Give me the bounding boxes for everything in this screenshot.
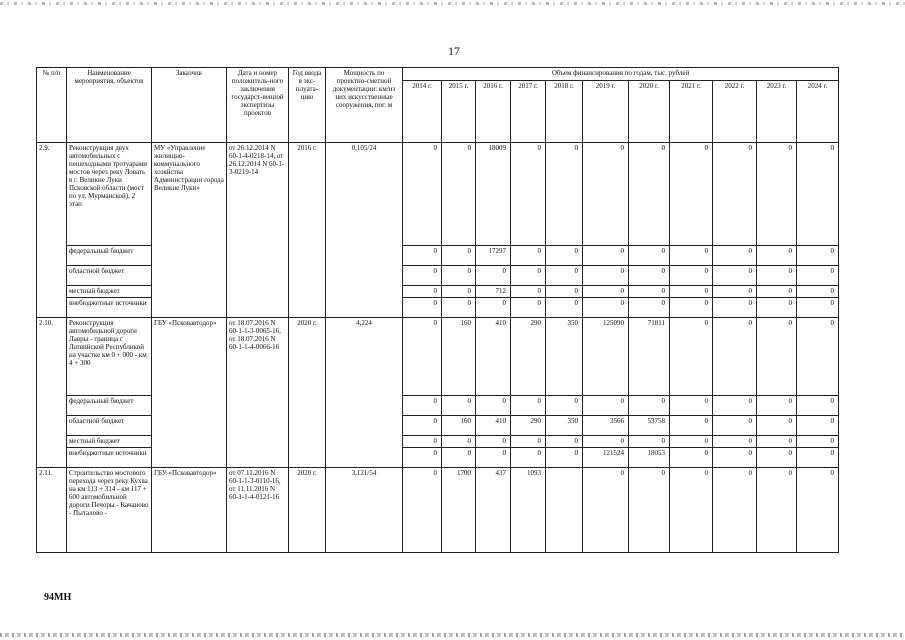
value-cell: 0 — [403, 286, 442, 298]
value-cell: 0 — [670, 298, 713, 318]
col-header-year: Год ввода в экс-плуата-цию — [289, 68, 326, 143]
value-cell: 0 — [797, 286, 839, 298]
total-cell: 0 — [757, 318, 797, 396]
total-cell: 0 — [713, 318, 757, 396]
source-label: областной бюджет — [67, 416, 152, 436]
total-cell: 160 — [442, 318, 476, 396]
total-cell: 1700 — [442, 468, 476, 553]
value-cell: 0 — [511, 246, 546, 266]
total-cell: 125090 — [583, 318, 629, 396]
total-cell: 410 — [476, 318, 511, 396]
project-capacity: 0,105/24 — [326, 143, 403, 318]
total-cell: 0 — [670, 143, 713, 246]
col-header-year-2014: 2014 г. — [403, 81, 442, 143]
value-cell: 0 — [629, 286, 670, 298]
value-cell: 18053 — [629, 448, 670, 468]
value-cell: 0 — [476, 396, 511, 416]
value-cell: 0 — [713, 298, 757, 318]
value-cell: 17297 — [476, 246, 511, 266]
source-label: местный бюджет — [67, 286, 152, 298]
value-cell: 0 — [442, 396, 476, 416]
value-cell: 0 — [629, 436, 670, 448]
project-capacity: 3,121/54 — [326, 468, 403, 553]
value-cell: 0 — [546, 396, 583, 416]
value-cell: 0 — [546, 298, 583, 318]
value-cell: 0 — [442, 448, 476, 468]
value-cell: 0 — [476, 448, 511, 468]
source-label: областной бюджет — [67, 266, 152, 286]
project-name: Реконструкция двух автомобильных с пешеходными тротуарами мостов через реку Ловать в г. Великие Луки Псковской области (мост по ул. Мурманской), 2 этап — [67, 143, 152, 246]
value-cell: 0 — [757, 266, 797, 286]
project-customer: ГБУ «Псковавтодор» — [152, 318, 227, 468]
project-customer: ГБУ «Псковавтодор» — [152, 468, 227, 553]
total-cell: 0 — [670, 468, 713, 553]
total-cell: 0 — [629, 143, 670, 246]
value-cell: 0 — [442, 298, 476, 318]
source-label: внебюджетные источники — [67, 298, 152, 318]
total-cell — [546, 468, 583, 553]
project-expertise: от 26.12.2014 N 60-1-4-0218-14, от 26.12.2014 N 60-1-3-0219-14 — [227, 143, 289, 318]
value-cell: 0 — [546, 436, 583, 448]
page-number: 17 — [448, 44, 460, 58]
project-year: 2020 г. — [289, 468, 326, 553]
total-cell: 0 — [583, 143, 629, 246]
value-cell: 0 — [757, 246, 797, 266]
total-cell: 1093 — [511, 468, 546, 553]
value-cell: 0 — [583, 246, 629, 266]
value-cell: 0 — [583, 286, 629, 298]
total-cell: 0 — [629, 468, 670, 553]
source-label: федеральный бюджет — [67, 246, 152, 266]
total-cell: 0 — [403, 468, 442, 553]
value-cell: 0 — [713, 416, 757, 436]
value-cell: 0 — [511, 436, 546, 448]
value-cell: 0 — [511, 266, 546, 286]
value-cell: 0 — [511, 396, 546, 416]
funding-table — [36, 67, 839, 553]
project-name: Строительство мостового перехода через реку Кухва на км 113 + 314 - км 117 + 600 автомобильной дороги Печоры - Качаново - Пыталово - — [67, 468, 152, 553]
value-cell: 53758 — [629, 416, 670, 436]
table-row — [37, 318, 839, 396]
value-cell: 121524 — [583, 448, 629, 468]
value-cell: 160 — [442, 416, 476, 436]
value-cell: 0 — [670, 416, 713, 436]
col-header-year-2017: 2017 г. — [511, 81, 546, 143]
total-cell: 0 — [757, 468, 797, 553]
total-cell: 437 — [476, 468, 511, 553]
project-number: 2.10. — [37, 318, 67, 468]
value-cell: 0 — [476, 298, 511, 318]
value-cell: 0 — [546, 286, 583, 298]
value-cell: 0 — [713, 266, 757, 286]
project-expertise: от 18.07.2016 N 60-1-1-3-0065-16, от 18.07.2016 N 60-1-1-4-0066-16 — [227, 318, 289, 468]
total-cell: 0 — [403, 318, 442, 396]
value-cell: 0 — [797, 396, 839, 416]
project-number: 2.9. — [37, 143, 67, 318]
project-year: 2020 г. — [289, 318, 326, 468]
total-cell: 0 — [797, 143, 839, 246]
value-cell: 0 — [403, 416, 442, 436]
value-cell: 0 — [442, 436, 476, 448]
value-cell: 0 — [583, 266, 629, 286]
value-cell: 0 — [629, 298, 670, 318]
value-cell: 0 — [629, 266, 670, 286]
total-cell: 71811 — [629, 318, 670, 396]
value-cell: 0 — [403, 246, 442, 266]
col-header-name: Наименование мероприятия, объектов — [67, 68, 152, 143]
total-cell: 18009 — [476, 143, 511, 246]
project-name: Реконструкция автомобильной дороги Лавры - граница с Латвийской Республикой на участке км 0 + 000 - км 4 + 300 — [67, 318, 152, 396]
value-cell: 0 — [403, 298, 442, 318]
col-header-no: № п/п — [37, 68, 67, 143]
total-cell: 0 — [797, 468, 839, 553]
col-header-year-2019: 2019 г. — [583, 81, 629, 143]
value-cell: 0 — [670, 286, 713, 298]
value-cell: 0 — [713, 448, 757, 468]
value-cell: 0 — [629, 396, 670, 416]
scan-noise-top — [0, 2, 905, 5]
value-cell: 0 — [583, 396, 629, 416]
value-cell: 0 — [757, 286, 797, 298]
total-cell: 0 — [403, 143, 442, 246]
value-cell: 350 — [546, 416, 583, 436]
value-cell: 0 — [670, 246, 713, 266]
value-cell: 0 — [403, 448, 442, 468]
value-cell: 0 — [476, 266, 511, 286]
project-number: 2.11. — [37, 468, 67, 553]
col-header-year-2022: 2022 г. — [713, 81, 757, 143]
col-header-year-2015: 2015 г. — [442, 81, 476, 143]
value-cell: 0 — [670, 396, 713, 416]
project-year: 2016 г. — [289, 143, 326, 318]
col-header-year-2021: 2021 г. — [670, 81, 713, 143]
value-cell: 0 — [670, 448, 713, 468]
value-cell: 712 — [476, 286, 511, 298]
value-cell: 0 — [797, 436, 839, 448]
total-cell: 350 — [546, 318, 583, 396]
table-row — [37, 143, 839, 246]
total-cell: 0 — [511, 143, 546, 246]
value-cell: 0 — [511, 286, 546, 298]
source-label: внебюджетные источники — [67, 448, 152, 468]
value-cell: 0 — [546, 448, 583, 468]
value-cell: 410 — [476, 416, 511, 436]
value-cell: 0 — [670, 266, 713, 286]
total-cell: 290 — [511, 318, 546, 396]
value-cell: 290 — [511, 416, 546, 436]
total-cell: 0 — [797, 318, 839, 396]
total-cell: 0 — [713, 468, 757, 553]
value-cell: 0 — [757, 448, 797, 468]
value-cell: 0 — [713, 286, 757, 298]
total-cell: 0 — [442, 143, 476, 246]
value-cell: 0 — [713, 396, 757, 416]
value-cell: 0 — [797, 246, 839, 266]
scan-noise-bottom — [0, 633, 905, 637]
col-header-year-2024: 2024 г. — [797, 81, 839, 143]
value-cell: 0 — [546, 266, 583, 286]
value-cell: 0 — [757, 416, 797, 436]
value-cell: 0 — [583, 436, 629, 448]
value-cell: 0 — [670, 436, 713, 448]
total-cell: 0 — [670, 318, 713, 396]
project-expertise: от 07.11.2016 N 60-1-1-3-0110-16, от 11.11.2016 N 60-1-1-4-0121-16 — [227, 468, 289, 553]
value-cell: 3566 — [583, 416, 629, 436]
value-cell: 0 — [713, 436, 757, 448]
footer-code: 94МН — [44, 592, 72, 603]
value-cell: 0 — [476, 436, 511, 448]
value-cell: 0 — [442, 286, 476, 298]
value-cell: 0 — [797, 266, 839, 286]
value-cell: 0 — [442, 266, 476, 286]
col-header-funding: Объем финансирования по годам, тыс. рублей — [403, 68, 839, 81]
total-cell: 0 — [713, 143, 757, 246]
total-cell: 0 — [583, 468, 629, 553]
col-header-customer: Заказчик — [152, 68, 227, 143]
value-cell: 0 — [713, 246, 757, 266]
col-header-year-2023: 2023 г. — [757, 81, 797, 143]
total-cell: 0 — [757, 143, 797, 246]
value-cell: 0 — [442, 246, 476, 266]
col-header-year-2018: 2018 г. — [546, 81, 583, 143]
value-cell: 0 — [757, 436, 797, 448]
value-cell: 0 — [757, 396, 797, 416]
total-cell: 0 — [546, 143, 583, 246]
source-label: федеральный бюджет — [67, 396, 152, 416]
col-header-expertise: Дата и номер положитель-ного заключения государст-венной экспертизы проектов — [227, 68, 289, 143]
project-customer: МУ «Управление жилищно-коммунального хозяйства Администрации города Великие Луки» — [152, 143, 227, 318]
value-cell: 0 — [403, 436, 442, 448]
col-header-year-2016: 2016 г. — [476, 81, 511, 143]
value-cell: 0 — [403, 396, 442, 416]
value-cell: 0 — [797, 298, 839, 318]
value-cell: 0 — [757, 298, 797, 318]
col-header-capacity: Мощность по проектно-сметной документации: км/из них искусственные сооружения, пог. м — [326, 68, 403, 143]
value-cell: 0 — [511, 298, 546, 318]
value-cell: 0 — [546, 246, 583, 266]
source-label: местный бюджет — [67, 436, 152, 448]
value-cell: 0 — [797, 416, 839, 436]
value-cell: 0 — [629, 246, 670, 266]
col-header-year-2020: 2020 г. — [629, 81, 670, 143]
value-cell: 0 — [797, 448, 839, 468]
project-capacity: 4,224 — [326, 318, 403, 468]
value-cell: 0 — [403, 266, 442, 286]
table-row — [37, 468, 839, 553]
value-cell: 0 — [511, 448, 546, 468]
value-cell: 0 — [583, 298, 629, 318]
